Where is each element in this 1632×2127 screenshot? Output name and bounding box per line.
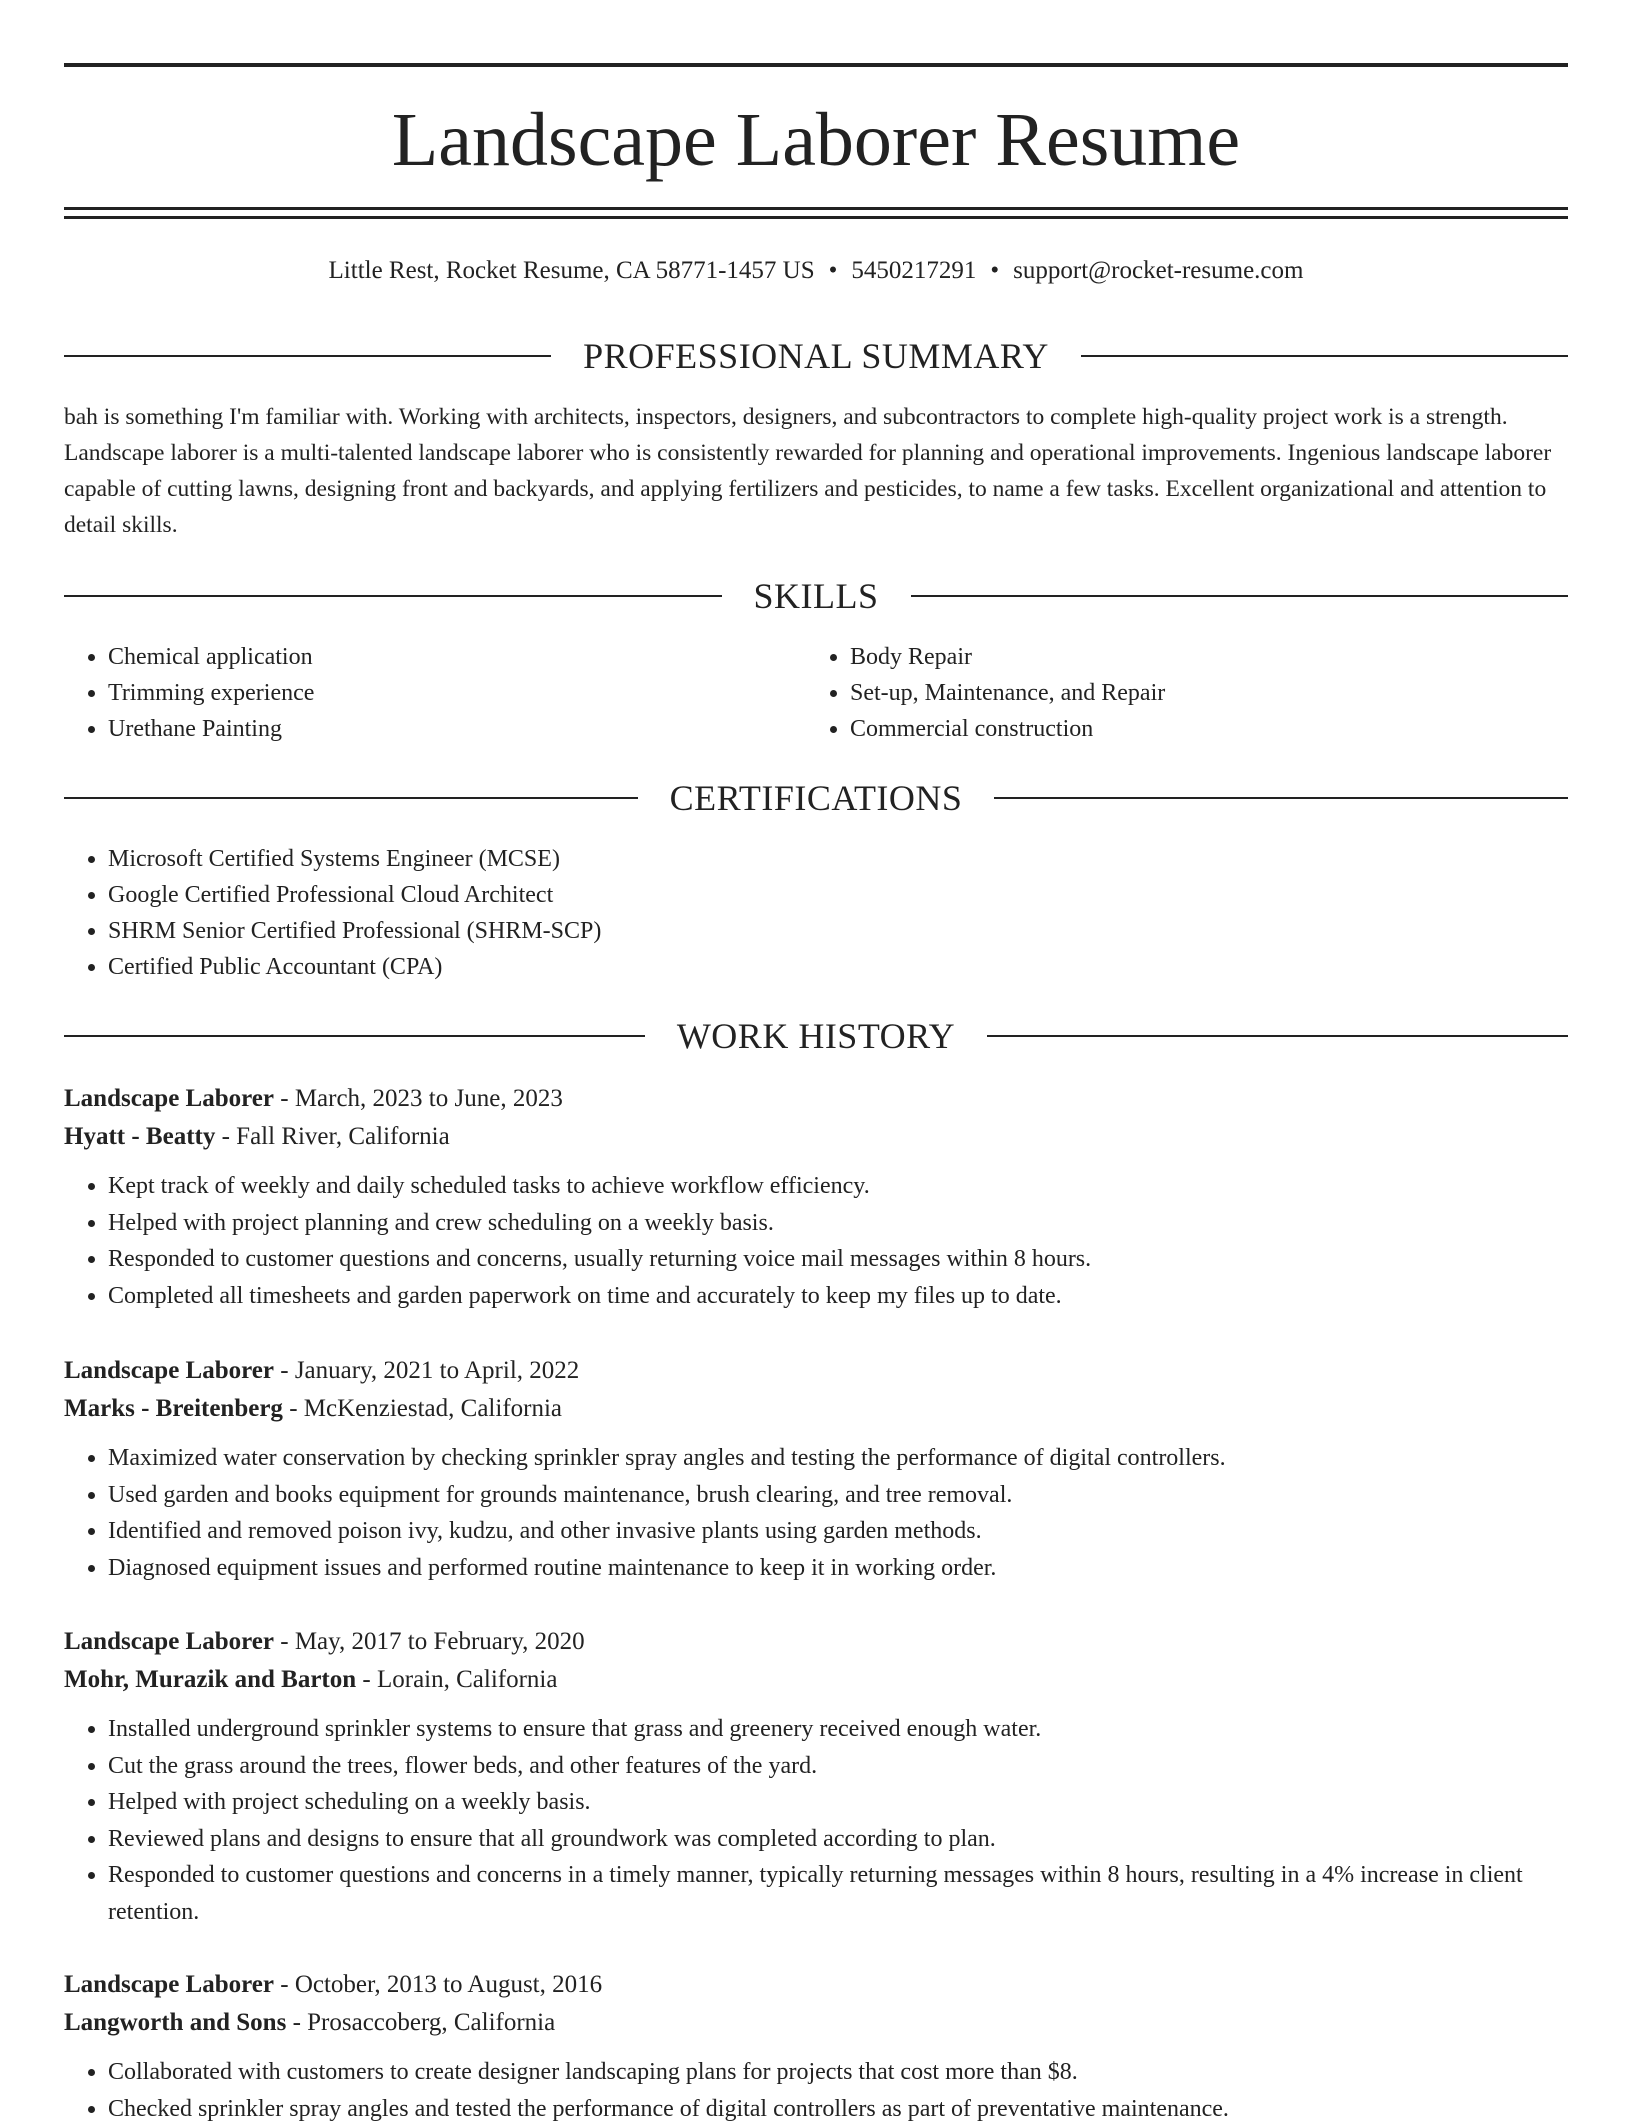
dash: -: [274, 1971, 295, 1998]
dash: -: [283, 1395, 304, 1422]
contact-line: [64, 254, 1568, 288]
job-entry: [64, 1352, 1568, 1586]
title-rule-upper: [64, 207, 1568, 210]
contact-email: support@rocket-resume.com: [1013, 257, 1303, 284]
job-location: McKenziestad, California: [304, 1395, 562, 1422]
skill-item: • Trimming experience: [108, 675, 314, 711]
top-rule: [64, 63, 1568, 67]
contact-phone: 5450217291: [851, 257, 976, 284]
contact-separator: •: [990, 257, 999, 284]
heading-rule-left: [64, 355, 551, 357]
job-bullets: [64, 1711, 1568, 1930]
skill-item: • Set-up, Maintenance, and Repair: [850, 675, 1165, 711]
job-dates: January, 2021 to April, 2022: [295, 1357, 579, 1384]
heading-rule-right: [911, 595, 1569, 597]
job-role-line: [64, 1352, 1568, 1390]
dash: -: [356, 1666, 377, 1693]
job-dates: March, 2023 to June, 2023: [295, 1085, 563, 1112]
job-dates: October, 2013 to August, 2016: [295, 1971, 602, 1998]
job-bullet: • Checked sprinkler spray angles and tested the performance of digital controllers as part of preventative maintenance.: [108, 2091, 1568, 2127]
heading-rule-right: [994, 797, 1568, 799]
job-bullet: • Installed underground sprinkler systems to ensure that grass and greenery received enough water.: [108, 1711, 1568, 1748]
job-bullet: • Completed all timesheets and garden paperwork on time and accurately to keep my files up to date.: [108, 1278, 1568, 1315]
certification-item: • Google Certified Professional Cloud Architect: [108, 877, 601, 913]
job-bullet: • Maximized water conservation by checking sprinkler spray angles and testing the performance of digital controllers.: [108, 1440, 1568, 1477]
job-company: Mohr, Murazik and Barton: [64, 1666, 356, 1693]
heading-rule-right: [987, 1035, 1568, 1037]
resume-title: Landscape Laborer Resume: [64, 90, 1568, 190]
summary-heading: [64, 334, 1568, 378]
skills-heading: [64, 574, 1568, 618]
skill-item: • Body Repair: [850, 639, 1165, 675]
job-entry: [64, 1080, 1568, 1314]
skills-list-left: [64, 639, 314, 747]
contact-location: Little Rest, Rocket Resume, CA 58771-1457 US: [329, 257, 815, 284]
job-location: Lorain, California: [377, 1666, 558, 1693]
heading-rule-right: [1081, 355, 1568, 357]
dash: -: [274, 1085, 295, 1112]
summary-text: bah is something I'm familiar with. Working with architects, inspectors, designers, and subcontractors to complete high-quality project work is a strength. Landscape laborer is a multi-talented landscape laborer who is consistently rewarded for planning and operational improvements. Ingenious landscape laborer capable of cutting lawns, designing front and backyards, and applying fertilizers and pesticides, to name a few tasks. Excellent organizational and attention to detail skills.: [64, 399, 1568, 543]
certifications-heading-label: CERTIFICATIONS: [670, 777, 963, 819]
job-company-line: [64, 2004, 1568, 2042]
job-role-line: [64, 1080, 1568, 1118]
dash: -: [274, 1357, 295, 1384]
heading-rule-left: [64, 595, 722, 597]
contact-separator: •: [829, 257, 838, 284]
job-company: Langworth and Sons: [64, 2009, 286, 2036]
job-title: Landscape Laborer: [64, 1357, 274, 1384]
job-entry: [64, 1966, 1568, 2127]
job-company: Hyatt - Beatty: [64, 1123, 215, 1150]
job-role-line: [64, 1966, 1568, 2004]
job-role-line: [64, 1623, 1568, 1661]
heading-rule-left: [64, 1035, 645, 1037]
job-bullet: • Cut the grass around the trees, flower beds, and other features of the yard.: [108, 1748, 1568, 1785]
job-location: Fall River, California: [236, 1123, 450, 1150]
job-company-line: [64, 1390, 1568, 1428]
certifications-heading: [64, 776, 1568, 820]
title-rule-lower: [64, 216, 1568, 219]
dash: -: [286, 2009, 307, 2036]
job-bullet: • Helped with project planning and crew scheduling on a weekly basis.: [108, 1205, 1568, 1242]
skill-item: • Urethane Painting: [108, 711, 314, 747]
work-history-heading-label: WORK HISTORY: [677, 1015, 955, 1057]
job-bullet: • Kept track of weekly and daily scheduled tasks to achieve workflow efficiency.: [108, 1168, 1568, 1205]
skills-heading-label: SKILLS: [754, 575, 879, 617]
job-bullets: [64, 2054, 1568, 2127]
job-bullet: • Reviewed plans and designs to ensure that all groundwork was completed according to plan.: [108, 1821, 1568, 1858]
dash: -: [274, 1628, 295, 1655]
job-company: Marks - Breitenberg: [64, 1395, 283, 1422]
job-bullet: • Diagnosed equipment issues and performed routine maintenance to keep it in working order.: [108, 1550, 1568, 1587]
job-bullet: • Used garden and books equipment for grounds maintenance, brush clearing, and tree removal.: [108, 1477, 1568, 1514]
job-title: Landscape Laborer: [64, 1085, 274, 1112]
certifications-list: [64, 841, 601, 985]
job-title: Landscape Laborer: [64, 1628, 274, 1655]
job-location: Prosaccoberg, California: [307, 2009, 555, 2036]
skill-item: • Chemical application: [108, 639, 314, 675]
job-dates: May, 2017 to February, 2020: [295, 1628, 585, 1655]
certification-item: • Microsoft Certified Systems Engineer (MCSE): [108, 841, 601, 877]
job-company-line: [64, 1118, 1568, 1156]
job-company-line: [64, 1661, 1568, 1699]
job-bullet: • Identified and removed poison ivy, kudzu, and other invasive plants using garden methods.: [108, 1513, 1568, 1550]
job-title: Landscape Laborer: [64, 1971, 274, 1998]
job-bullet: • Helped with project scheduling on a weekly basis.: [108, 1784, 1568, 1821]
summary-heading-label: PROFESSIONAL SUMMARY: [583, 335, 1049, 377]
job-bullets: [64, 1168, 1568, 1314]
heading-rule-left: [64, 797, 638, 799]
job-bullets: [64, 1440, 1568, 1586]
work-history-heading: [64, 1014, 1568, 1058]
job-entry: [64, 1623, 1568, 1930]
job-bullet: • Responded to customer questions and concerns in a timely manner, typically returning messages within 8 hours, resulting in a 4% increase in client retention.: [108, 1857, 1568, 1930]
skill-item: • Commercial construction: [850, 711, 1165, 747]
job-bullet: • Responded to customer questions and concerns, usually returning voice mail messages within 8 hours.: [108, 1241, 1568, 1278]
certification-item: • Certified Public Accountant (CPA): [108, 949, 601, 985]
dash: -: [215, 1123, 236, 1150]
certification-item: • SHRM Senior Certified Professional (SHRM-SCP): [108, 913, 601, 949]
job-bullet: • Collaborated with customers to create designer landscaping plans for projects that cost more than $8.: [108, 2054, 1568, 2091]
skills-list-right: [806, 639, 1165, 747]
